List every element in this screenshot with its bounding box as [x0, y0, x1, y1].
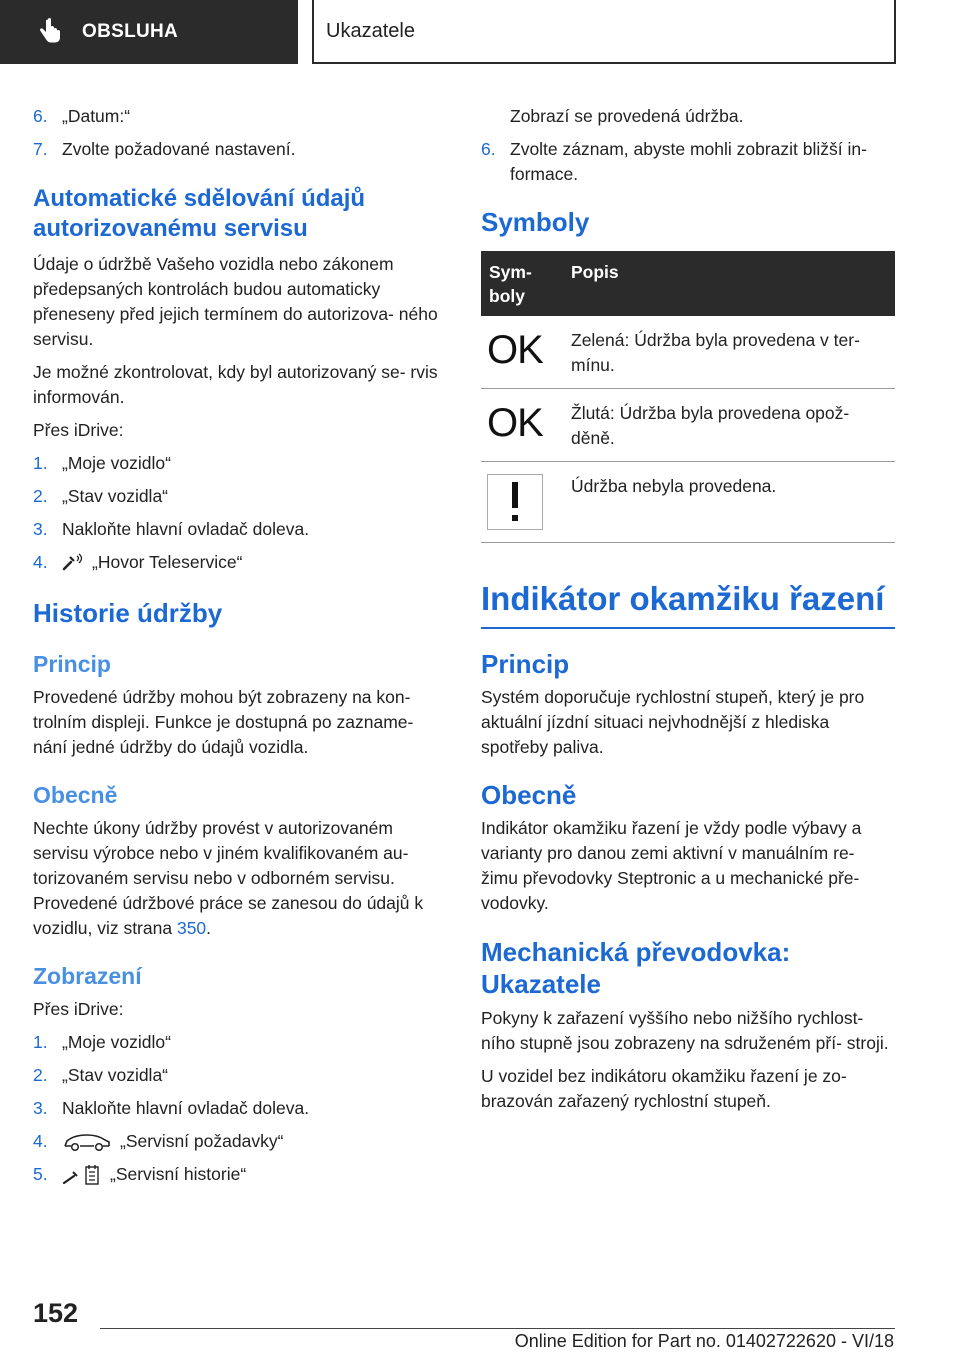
ok-green-icon: OK — [487, 328, 543, 372]
list-item: 2. „Stav vozidla“ — [33, 1065, 169, 1085]
paragraph: Přes iDrive: — [33, 999, 124, 1019]
list-item: 4. „Servisní požadavky“ — [33, 1131, 284, 1151]
section-tab — [0, 0, 298, 64]
paragraph: Je možné zkontrolovat, kdy byl autorizovaný se- rvis informován. — [33, 362, 438, 407]
heading-symboly: Symboly — [481, 207, 590, 237]
table-row: Údržba nebyla provedena. — [481, 462, 895, 543]
paragraph: Přes iDrive: — [33, 420, 124, 440]
edition-note: Online Edition for Part no. 01402722620 - VI/18 — [514, 1331, 894, 1351]
list-item: 4. „Hovor Teleservice“ — [33, 552, 243, 572]
list-item: 6. „Datum:“ — [33, 106, 131, 126]
heading-manual-gearbox: Mechanická převodovka: Ukazatele — [481, 937, 791, 999]
heading-princip: Princip — [33, 651, 111, 677]
car-service-icon — [62, 1132, 112, 1152]
list-item-continuation: Zobrazí se provedená údržba. — [510, 106, 744, 126]
paragraph: Nechte úkony údržby provést v autorizovaném servisu výrobce nebo v jiném kvalifikovaném au- torizovaném servisu nebo v odborném servisu. Provedené údržbové práce se zanesou do údajů k vozidlu, viz strana 350. — [33, 818, 424, 938]
column-header: Sym- boly — [481, 251, 563, 316]
section-title: OBSLUHA — [82, 21, 179, 42]
list-item: 6. Zvolte záznam, abyste mohli zobrazit bližší in- formace. — [481, 139, 867, 184]
paragraph: U vozidel bez indikátoru okamžiku řazení je zo- brazován zařazený rychlostní stupeň. — [481, 1066, 847, 1111]
list-item: 2. „Stav vozidla“ — [33, 486, 169, 506]
heading-obecne: Obecně — [481, 780, 577, 810]
list-item: 7. Zvolte požadované nastavení. — [33, 139, 296, 159]
heading-obecne: Obecně — [33, 782, 118, 808]
list-item: 1. „Moje vozidlo“ — [33, 453, 171, 473]
table-row: OK Žlutá: Údržba byla provedena opož- děně. — [481, 389, 895, 462]
warning-exclamation-icon — [487, 474, 543, 530]
symbols-table — [481, 251, 895, 543]
hand-pointer-icon — [38, 18, 62, 46]
paragraph: Pokyny k zařazení vyššího nebo nižšího rychlost- ního stupně jsou zobrazeny na sdruženém pří- stroji. — [481, 1008, 889, 1053]
chapter-heading: Indikátor okamžiku řazení — [481, 579, 895, 629]
heading-history: Historie údržby — [33, 598, 223, 628]
list-item: 3. Nakloňte hlavní ovladač doleva. — [33, 1098, 310, 1118]
paragraph: Systém doporučuje rychlostní stupeň, který je pro aktuální jízdní situaci nejvhodnější z hlediska spotřeby paliva. — [481, 687, 865, 757]
list-item: 5. „Servisní historie“ — [33, 1162, 443, 1187]
paragraph: Indikátor okamžiku řazení je vždy podle výbavy a varianty pro danou zemi aktivní v manuálním re- žimu převodovky Steptronic a u mechanické pře- vodovky. — [481, 818, 862, 913]
chapter-title: Ukazatele — [326, 19, 415, 42]
right-column — [481, 104, 895, 1122]
page-reference-link[interactable]: 350 — [176, 918, 207, 938]
service-history-icon — [62, 1164, 102, 1186]
list-item: 1. „Moje vozidlo“ — [33, 1032, 171, 1052]
ok-yellow-icon: OK — [487, 401, 543, 445]
list-item: 3. Nakloňte hlavní ovladač doleva. — [33, 519, 310, 539]
chapter-tab — [312, 0, 896, 64]
heading-zobrazeni: Zobrazení — [33, 963, 142, 989]
heading-auto-reporting: Automatické sdělování údajů autorizovanému servisu — [33, 185, 366, 242]
footer-divider — [100, 1328, 895, 1329]
column-header: Popis — [563, 251, 895, 316]
left-column — [33, 104, 443, 1195]
heading-princip: Princip — [481, 649, 570, 679]
paragraph: Údaje o údržbě Vašeho vozidla nebo zákonem předepsaných kontrolách budou automaticky přeneseny před jejich termínem do autorizova- ného servisu. — [33, 254, 438, 349]
table-row: OK Zelená: Údržba byla provedena v ter- mínu. — [481, 316, 895, 389]
page-number: 152 — [33, 1298, 79, 1328]
paragraph: Provedené údržby mohou být zobrazeny na kon- trolním displeji. Funkce je dostupná po zazname- nání jedné údržby do údajů vozidla. — [33, 687, 414, 757]
teleservice-wrench-icon — [62, 553, 84, 573]
